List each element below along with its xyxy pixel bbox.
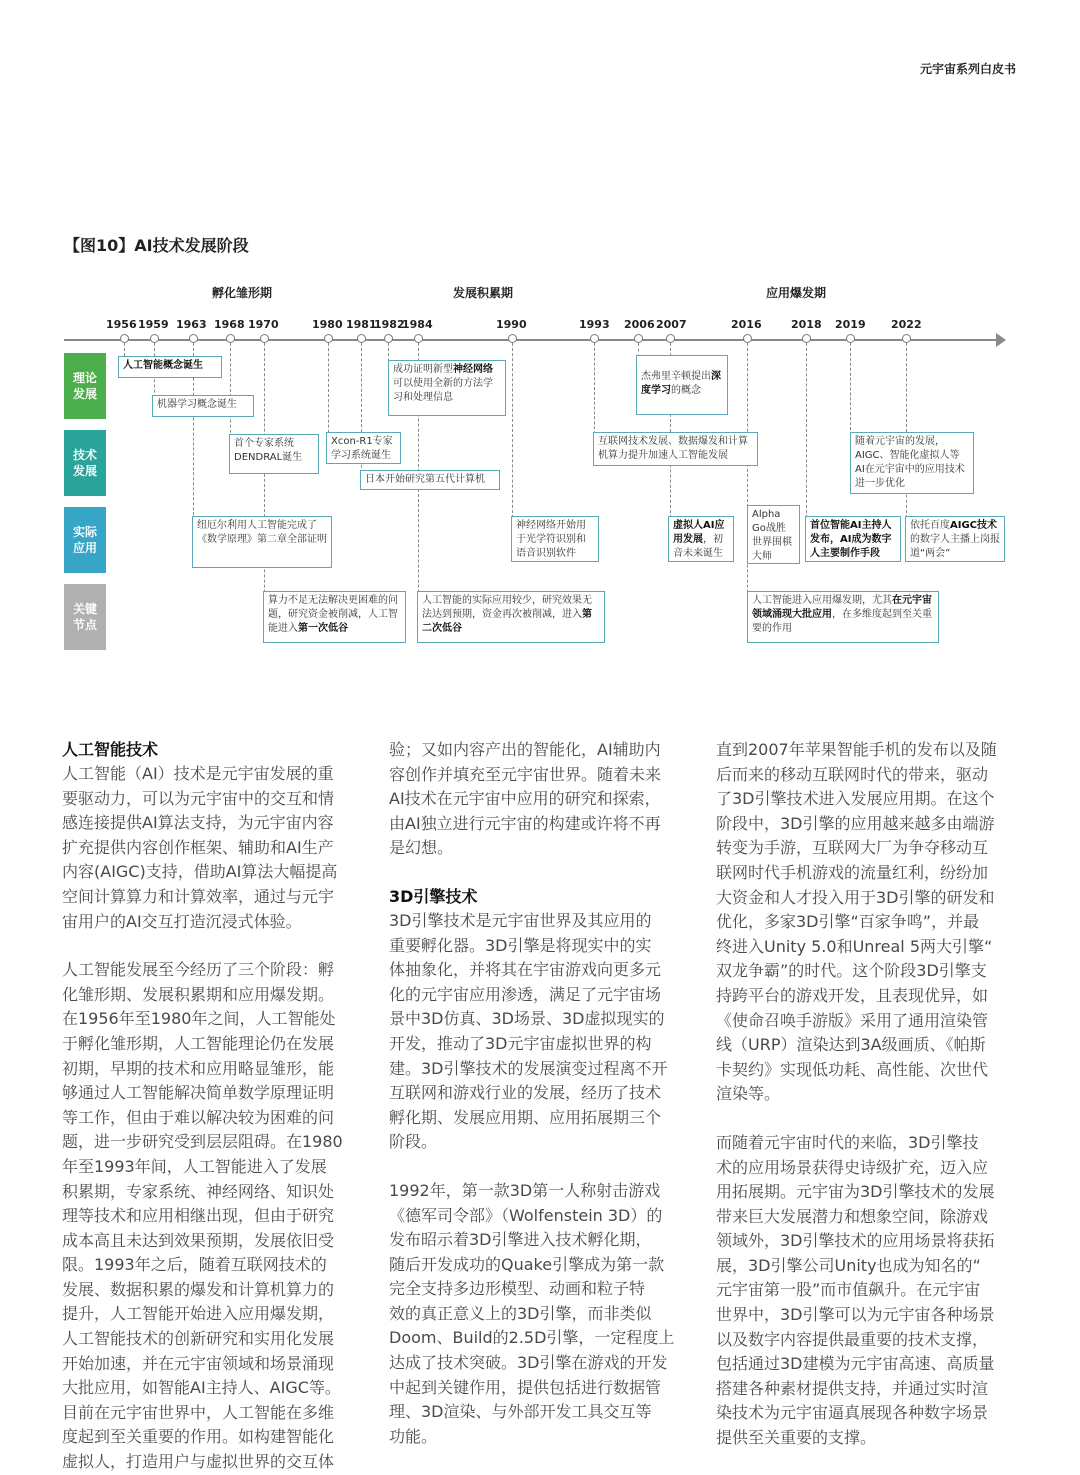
connector-line bbox=[230, 343, 231, 443]
event-1956: 人工智能概念诞生 bbox=[118, 356, 222, 378]
event-1993: 互联网技术发展、数据爆发和计算机算力提升加速人工智能发展 bbox=[593, 432, 758, 466]
year-label: 1980 bbox=[312, 318, 343, 331]
event-1959: 机器学习概念诞生 bbox=[152, 395, 254, 417]
timeline-node bbox=[743, 334, 752, 343]
timeline-node bbox=[260, 334, 269, 343]
timeline-node bbox=[802, 334, 811, 343]
paragraph: 1992年，第一款3D第一人称射击游戏 《德军司令部》（Wolfenstein 3D）的 发布昭示着3D引擎进入技术孵化期， 随后开发成功的Quake引擎成为第一款 完全支持多边形模型、动画和粒子特 效的真正意义上的3D引擎，而非类似 Doom、Build的2.5D引擎，一定程度上 达成了技术突破。3D引擎在游戏的开发 中起到关键作用，提供包括进行数据管 理、3D渲染、与外部开发工具交互等 功能。 bbox=[389, 1180, 675, 1446]
timeline-node bbox=[902, 334, 911, 343]
event-1980: Xcon-R1专家学习系统诞生 bbox=[326, 432, 401, 464]
year-label: 2016 bbox=[731, 318, 762, 331]
event-1981: 日本开始研究第五代计算机 bbox=[360, 470, 500, 490]
category-theory: 理论发展 bbox=[64, 353, 106, 419]
event-2018: 首位智能AI主持人发布，AI成为数字人主要制作手段 bbox=[805, 516, 901, 562]
connector-line bbox=[806, 343, 807, 518]
year-label: 2006 bbox=[624, 318, 655, 331]
timeline-node bbox=[189, 334, 198, 343]
paragraph: 直到2007年苹果智能手机的发布以及随 后而来的移动互联网时代的带来，驱动 了3D引擎技术进入发展应用期。在这个 阶段中，3D引擎的应用越来越多由端游 转变为手游，互联网大厂为争夺移动互 联网时代手机游戏的流量红利，纷纷加 大资金和人才投入用于3D引擎的研发和 优化，多家3D引擎“百家争鸣”，并最 终进入Unity 5.0和Unreal 5两大引擎“ 双龙争霸”的时代。这个阶段3D引擎支 持跨平台的游戏开发，且表现优异，如 《使命召唤手游版》采用了通用渲染管 线（URP）渲染达到3A级画质、《帕斯 卡契约》实现低功耗、高性能、次世代 渲染等。 bbox=[716, 740, 997, 1104]
category-key-node: 关键节点 bbox=[64, 584, 106, 650]
timeline-node bbox=[508, 334, 517, 343]
event-2019-aigc: 随着元宇宙的发展，AIGC、智能化虚拟人等AI在元宇宙中的应用技术进一步优化 bbox=[850, 432, 974, 494]
category-application: 实际应用 bbox=[64, 507, 106, 573]
year-label: 2019 bbox=[835, 318, 866, 331]
connector-line bbox=[512, 343, 513, 518]
timeline-node bbox=[666, 334, 675, 343]
section-heading-3d: 3D引擎技术 bbox=[389, 886, 478, 906]
timeline-node bbox=[324, 334, 333, 343]
connector-line bbox=[850, 343, 851, 435]
year-label: 2022 bbox=[891, 318, 922, 331]
year-label: 1968 bbox=[214, 318, 245, 331]
category-tech: 技术发展 bbox=[64, 430, 106, 496]
event-1982: 成功证明新型神经网络可以使用全新的方法学习和处理信息 bbox=[388, 360, 506, 416]
event-1963: 纽厄尔利用人工智能完成了《数学原理》第二章全部证明 bbox=[192, 516, 332, 568]
paragraph: 人工智能发展至今经历了三个阶段：孵 化雏形期、发展积累期和应用爆发期。 在1956年至1980年之间，人工智能处 于孵化雏形期，人工智能理论仍在发展 初期，早期的技术和应用略显雏形，能 够通过人工智能解决简单数学原理证明 等工作，但由于难以解决较为困难的问 题，进一步研究受到层层阻碍。在1980 年至1993年间，人工智能进入了发展 积累期，专家系统、神经网络、知识处 理等技术和应用相继出现，但由于研究 成本高且未达到效果预期，发展依旧受 限。1993年之后，随着互联网技术的 发展、数据积累的爆发和计算机算力的 提升，人工智能开始进入应用爆发期， 人工智能技术的创新研究和实用化发展 开始加速，并在元宇宙领域和场景涌现 大批应用，如智能AI主持人、AIGC等。 目前在元宇宙世界中，人工智能在多维 度起到至关重要的作用。如构建智能化 虚拟人，打造用户与虚拟世界的交互体 bbox=[62, 960, 343, 1472]
paragraph: 验；又如内容产出的智能化，AI辅助内 容创作并填充至元宇宙世界。随着未来 AI技术在元宇宙中应用的研究和探索， 由AI独立进行元宇宙的构建或许将不再 是幻想。 bbox=[389, 740, 662, 858]
year-label: 1993 bbox=[579, 318, 610, 331]
column-right bbox=[716, 738, 1016, 1451]
year-label: 2018 bbox=[791, 318, 822, 331]
phase-explosion: 应用爆发期 bbox=[766, 286, 827, 300]
paragraph: 而随着元宇宙时代的来临，3D引擎技 术的应用场景获得史诗级扩充，迈入应 用拓展期。元宇宙为3D引擎技术的发展 带来巨大发展潜力和想象空间，除游戏 领域外，3D引擎技术的应用场景将获拓 展，3D引擎公司Unity也成为知名的“ 元宇宙第一股”而市值飙升。在元宇宙 世界中，3D引擎可以为元宇宙各种场景 以及数字内容提供最重要的技术支撑， 包括通过3D建模为元宇宙高速、高质量 搭建各种素材提供支持，并通过实时渲 染技术为元宇宙逼真展现各种数字场景 提供至关重要的支撑。 bbox=[716, 1132, 995, 1448]
timeline-node bbox=[120, 334, 129, 343]
year-label: 1970 bbox=[248, 318, 279, 331]
year-label: 1959 bbox=[138, 318, 169, 331]
event-2006: 杰弗里辛顿提出深度学习的概念 bbox=[636, 355, 728, 415]
figure-title: 【图10】AI技术发展阶段 bbox=[64, 236, 249, 255]
connector-line bbox=[328, 343, 329, 443]
key-first-winter: 算力不足无法解决更困难的问题，研究资金被削减，人工智能进入第一次低谷 bbox=[263, 591, 406, 643]
year-label: 1982 bbox=[374, 318, 405, 331]
timeline-node bbox=[226, 334, 235, 343]
event-1968: 首个专家系统DENDRAL诞生 bbox=[229, 434, 319, 474]
paragraph: 人工智能（AI）技术是元宇宙发展的重 要驱动力，可以为元宇宙中的交互和情 感连接提供AI算法支持，为元宇宙内容 扩充提供内容创作框架、辅助和AI生产 内容(AIGC)支持，借助AI算法大幅提高 空间计算算力和计算效率，通过与元宇 宙用户的AI交互打造沉浸式体验。 bbox=[62, 764, 338, 931]
column-middle bbox=[389, 738, 689, 1449]
timeline-node bbox=[634, 334, 643, 343]
year-label: 1990 bbox=[496, 318, 527, 331]
phase-incubation: 孵化雏形期 bbox=[212, 286, 273, 300]
event-2007: 虚拟人AI应用发展，初音未来诞生 bbox=[668, 516, 734, 562]
paragraph: 3D引擎技术是元宇宙世界及其应用的 重要孵化器。3D引擎是将现实中的实 体抽象化，并将其在宇宙游戏向更多元 化的元宇宙应用渗透，满足了元宇宙场 景中3D仿真、3D场景、3D虚拟现实的 开发，推动了3D元宇宙虚拟世界的构 建。3D引擎技术的发展演变过程离不开 互联网和游戏行业的发展，经历了技术 孵化期、发展应用期、应用拓展期三个 阶段。 bbox=[389, 910, 668, 1152]
timeline-node bbox=[357, 334, 366, 343]
phase-accumulation: 发展积累期 bbox=[453, 286, 514, 300]
event-1990: 神经网络开始用于光学符识别和语音识别软件 bbox=[511, 516, 599, 562]
timeline-arrow bbox=[996, 333, 1006, 347]
key-explosion: 人工智能进入应用爆发期，尤其在元宇宙领域涌现大批应用，在多维度起到至关重要的作用 bbox=[747, 591, 939, 643]
timeline-node bbox=[150, 334, 159, 343]
event-2019-baidu: 依托百度AIGC技术的数字人主播上岗报道“两会” bbox=[905, 516, 1005, 562]
year-label: 1956 bbox=[106, 318, 137, 331]
connector-line bbox=[594, 343, 595, 439]
key-second-winter: 人工智能的实际应用较少，研究效果无法达到预期，资金再次被削减，进入第二次低谷 bbox=[417, 591, 605, 643]
year-label: 2007 bbox=[656, 318, 687, 331]
year-label: 1984 bbox=[402, 318, 433, 331]
year-label: 1963 bbox=[176, 318, 207, 331]
year-label: 1981 bbox=[346, 318, 377, 331]
timeline-node bbox=[414, 334, 423, 343]
timeline-node bbox=[846, 334, 855, 343]
timeline-node bbox=[590, 334, 599, 343]
column-left bbox=[62, 738, 362, 1475]
timeline-axis bbox=[64, 339, 1000, 341]
series-title: 元宇宙系列白皮书 bbox=[919, 62, 1016, 76]
event-2016: Alpha Go战胜世界围棋大师 bbox=[747, 505, 800, 564]
timeline-node bbox=[384, 334, 393, 343]
section-heading-ai: 人工智能技术 bbox=[62, 740, 159, 759]
